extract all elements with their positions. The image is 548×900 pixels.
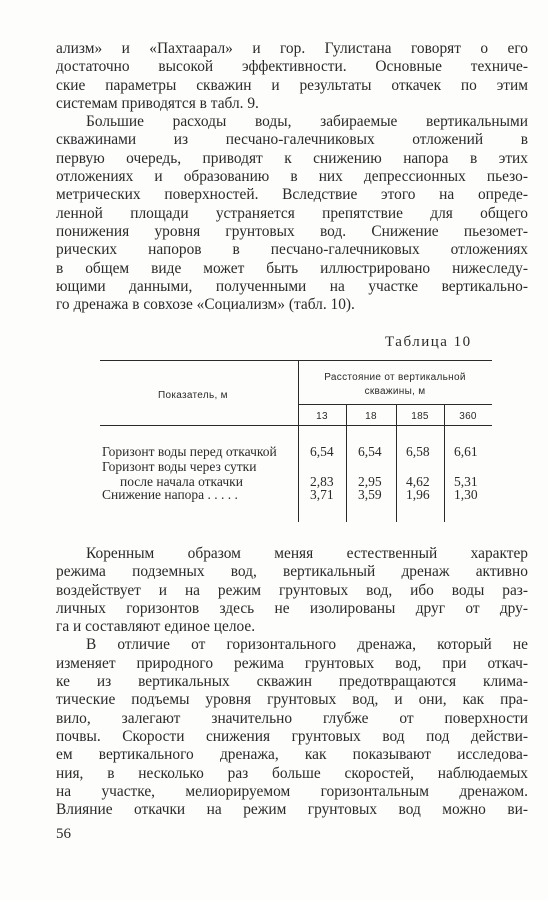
table-column-rule	[298, 360, 299, 522]
row-label: после начала откачки	[120, 474, 243, 489]
page-number: 56	[56, 826, 71, 842]
text-line: ские параметры скважин и результаты откачек по этим	[56, 76, 528, 94]
text-line: метрических поверхностей. Вследствие этого на опреде-	[56, 186, 528, 204]
text-line: отложениях и образованию в них депрессионных пьезо-	[56, 168, 528, 186]
table-cell: 2,95	[358, 474, 382, 489]
header-group-line: Расстояние от вертикальной	[324, 372, 466, 383]
row-label: Горизонт воды через сутки	[102, 459, 257, 474]
data-table	[100, 360, 492, 522]
text-line: ленной площади устраняется препятствие для общего	[56, 204, 528, 222]
text-line: Влияние откачки на режим грунтовых вод можно ви-	[56, 801, 528, 819]
distance-header: 185	[411, 411, 429, 422]
text-line: тические подъемы уровня грунтовых вод, и они, как пра-	[56, 691, 528, 709]
table-cell: 2,83	[310, 474, 334, 489]
text-line: ализм» и «Пахтаарал» и гор. Гулистана говорят о его	[56, 40, 528, 57]
table-cell: 1,30	[454, 487, 478, 502]
distance-header: 18	[365, 411, 377, 422]
table-cell: 6,54	[358, 444, 382, 459]
lower-text-block	[56, 545, 528, 819]
text-line: воздействует и на режим грунтовых вод, ибо воды раз-	[56, 581, 528, 599]
table-top-rule	[100, 360, 492, 361]
table-cell: 5,31	[454, 474, 478, 489]
table-caption: Таблица 10	[385, 334, 472, 350]
text-line: понижения уровня грунтовых вод. Снижение пьезомет-	[56, 222, 528, 240]
text-line: первую очередь, приводят к снижению напора в этих	[56, 149, 528, 167]
text-line: вило, залегают значительно глубже от поверхности	[56, 709, 528, 727]
table-cell: 3,59	[358, 487, 382, 502]
text-line: в общем виде может быть иллюстрировано нижеследу-	[56, 259, 528, 277]
text-line: изменяет природного режима грунтовых вод, при откач-	[56, 654, 528, 672]
table-cell: 6,58	[406, 444, 430, 459]
table-cell: 3,71	[310, 487, 334, 502]
text-line: почвы. Скорости снижения грунтовых вод под действи-	[56, 727, 528, 745]
table-header-rule	[100, 425, 492, 426]
text-line: системам приводятся в табл. 9.	[56, 94, 259, 112]
text-line: режима подземных вод, вертикальный дренаж активно	[56, 563, 528, 581]
text-line: Большие расходы воды, забираемые вертикальными	[86, 113, 528, 131]
text-line: личных горизонтов здесь не изолированы друг от дру-	[56, 599, 528, 617]
text-line: рических напоров в песчано-галечниковых отложениях	[56, 241, 528, 259]
table-cell: 4,62	[406, 474, 430, 489]
text-line: ем вертикального дренажа, как показывают исследова-	[56, 746, 528, 764]
text-line: ния, в несколько раз больше скоростей, наблюдаемых	[56, 764, 528, 782]
text-line: достаточно высокой эффективности. Основные техниче-	[56, 58, 528, 76]
row-label: Снижение напора . . . . .	[102, 487, 238, 502]
table-subheader-rule	[298, 404, 492, 405]
text-line: на участке, мелиорируемом горизонтальным дренажом.	[56, 782, 528, 800]
distance-header: 360	[459, 411, 477, 422]
text-line: В отличие от горизонтального дренажа, который не	[86, 636, 528, 654]
upper-text-block	[56, 40, 528, 314]
text-line: га и составляют единое целое.	[56, 618, 256, 636]
text-line: го дренажа в совхозе «Социализм» (табл. 10).	[56, 296, 355, 314]
row-label: Горизонт воды перед откачкой	[102, 444, 277, 459]
distance-header: 13	[316, 411, 328, 422]
text-line: ке из вертикальных скважин предотвращаются клима-	[56, 673, 528, 691]
table-cell: 1,96	[406, 487, 430, 502]
text-line: ющими данными, полученными на участке вертикально-	[56, 277, 528, 295]
table-cell: 6,54	[310, 444, 334, 459]
header-label: Показатель, м	[158, 390, 228, 401]
text-line: Коренным образом меняя естественный характер	[86, 545, 528, 562]
text-line: скважинами из песчано-галечниковых отложений в	[56, 131, 528, 149]
header-group-line: скважины, м	[364, 386, 426, 397]
table-cell: 6,61	[454, 444, 478, 459]
